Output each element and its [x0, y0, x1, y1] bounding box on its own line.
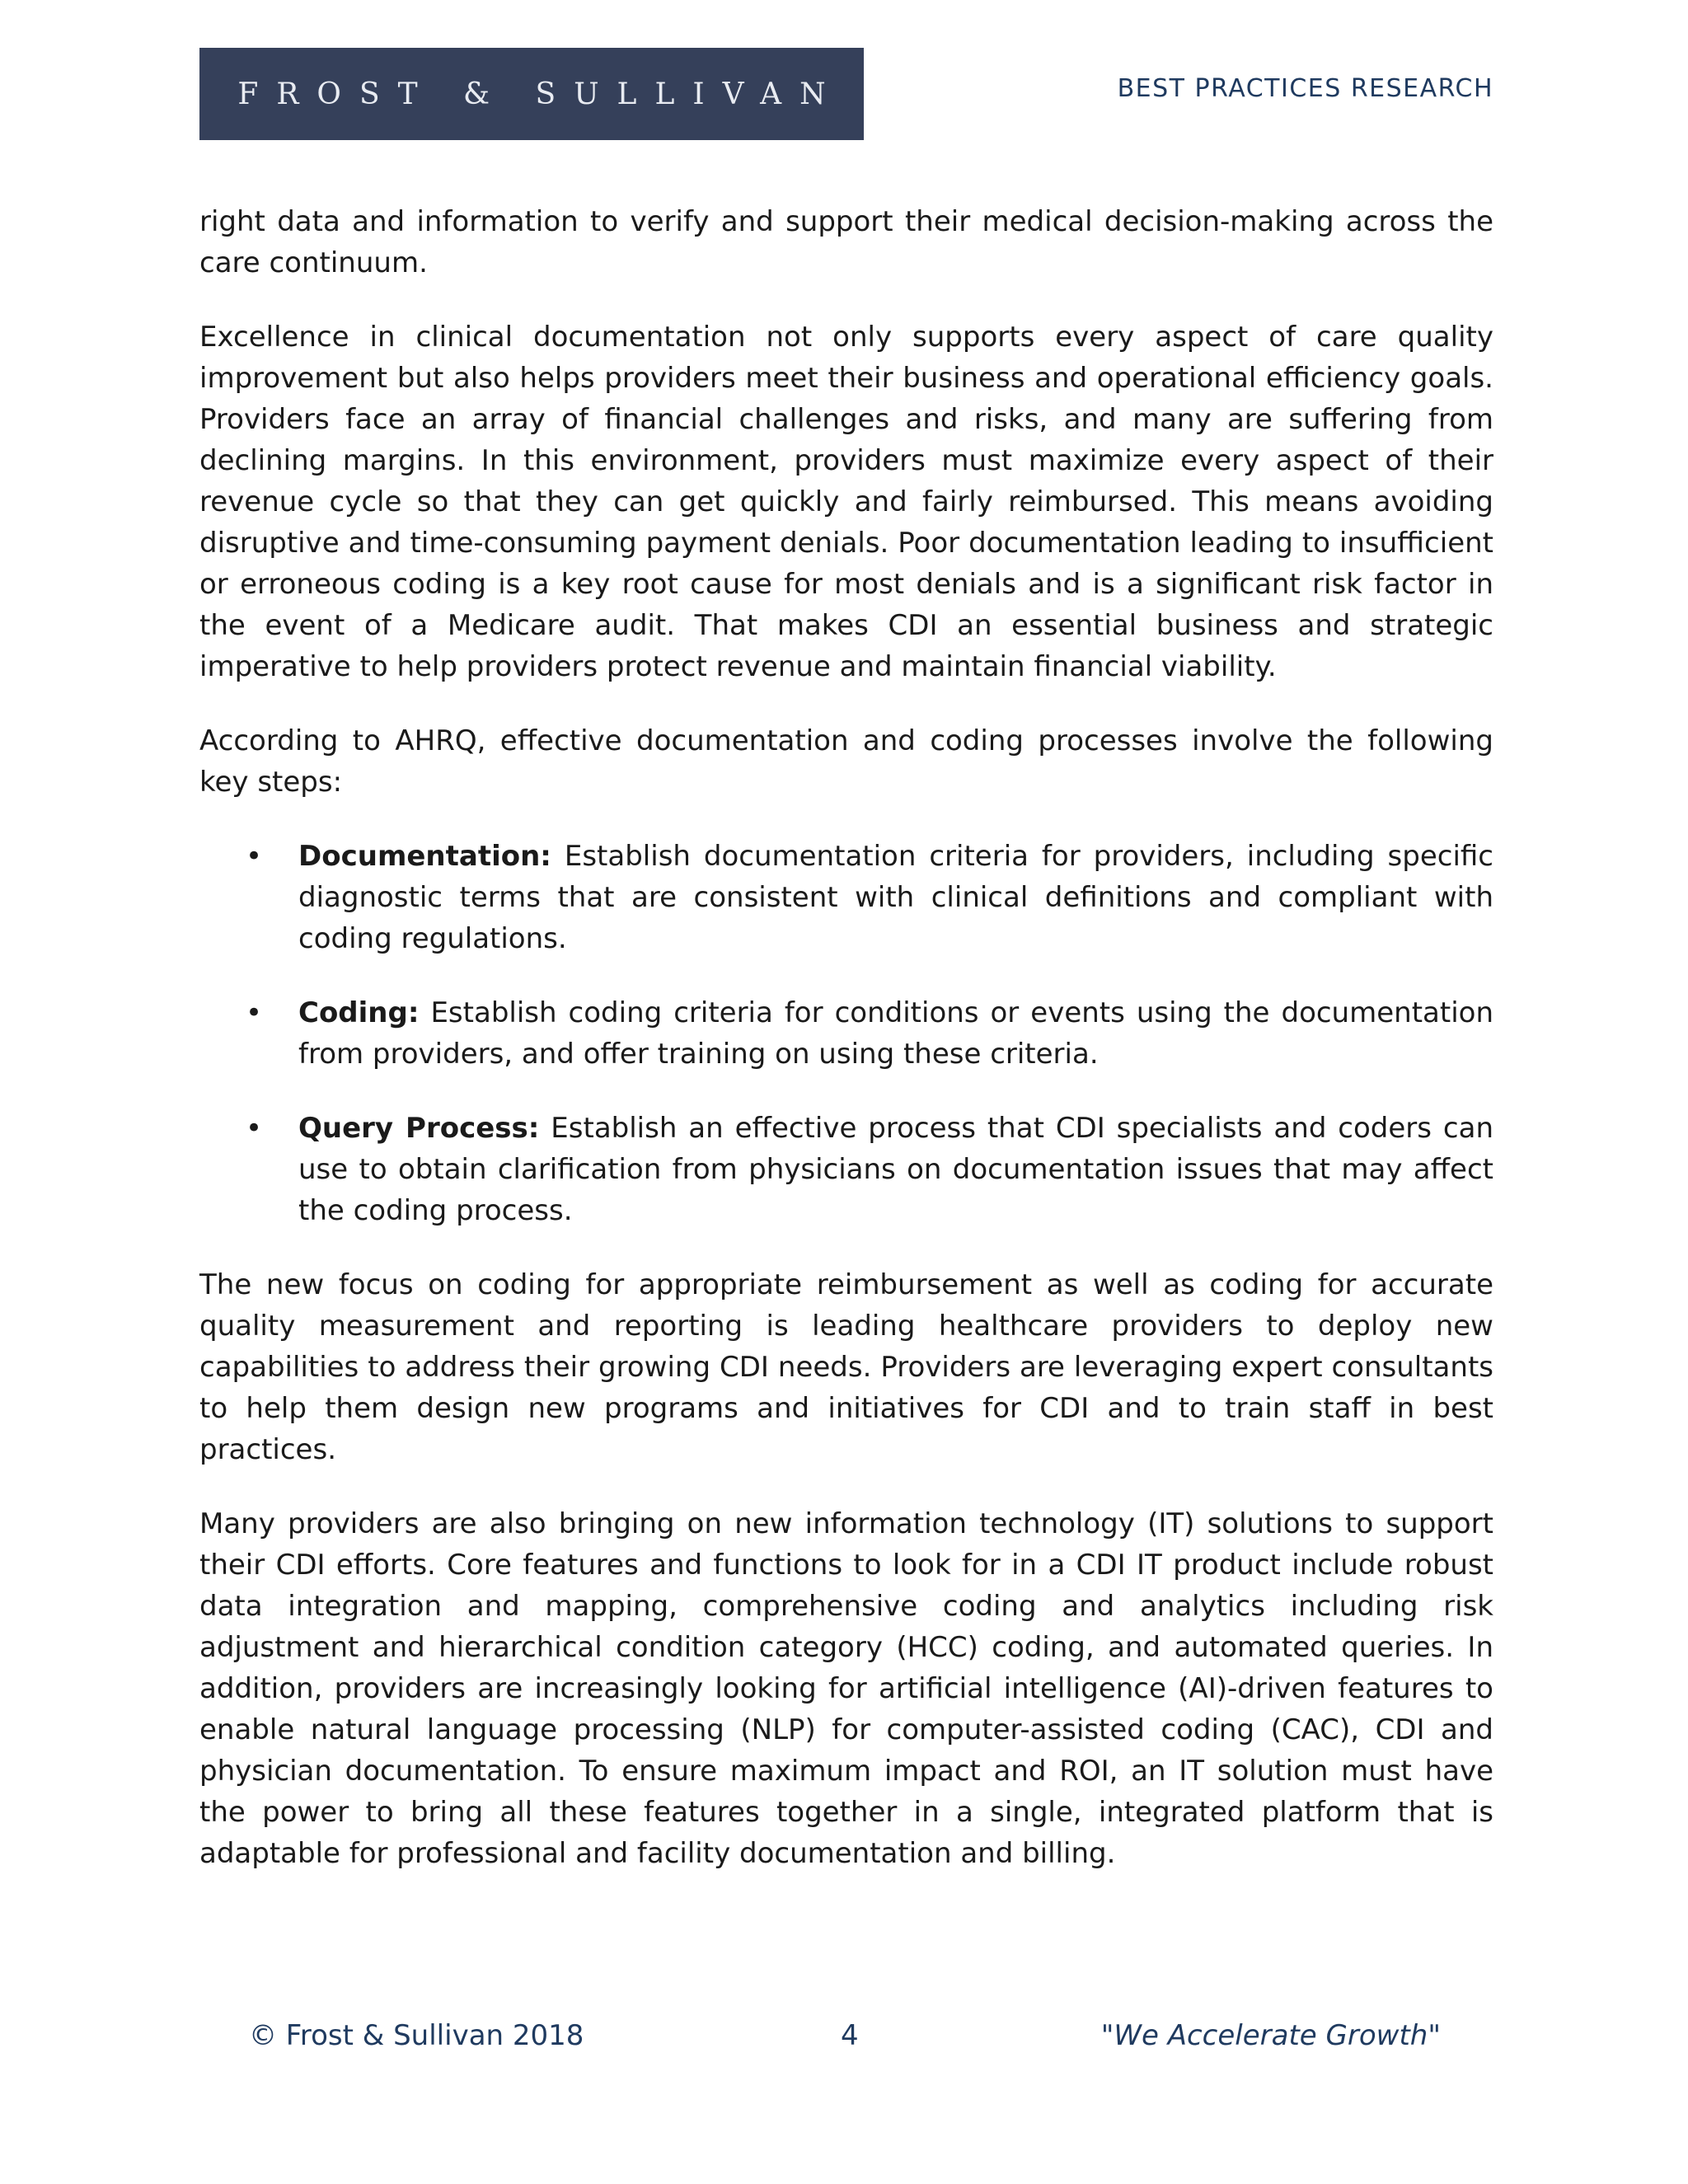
bullet-icon: • [246, 840, 263, 873]
bullet-icon: • [246, 996, 263, 1029]
page-number: 4 [841, 2019, 859, 2052]
list-item-term: Documentation: [298, 840, 551, 873]
section-label: BEST PRACTICES RESEARCH [1117, 74, 1493, 103]
list-item-documentation [199, 836, 1493, 959]
copyright-text: © Frost & Sullivan 2018 [249, 2019, 584, 2052]
list-item-term: Query Process: [298, 1112, 540, 1145]
list-item-term: Coding: [298, 996, 420, 1029]
slogan-quote-close: " [1428, 2019, 1441, 2052]
list-item-coding [199, 992, 1493, 1075]
paragraph-4: The new focus on coding for appropriate reimbursement as well as coding for accurate quality measurement and reporting is leading healthcare providers to deploy new capabilities to address their growing CDI needs. Providers are leveraging expert consultants to help them design new programs and initiatives for CDI and to train staff in best practices. [199, 1268, 1493, 1466]
list-item-query-process [199, 1108, 1493, 1231]
bullet-icon: • [246, 1112, 263, 1145]
logo-text: FROST & SULLIVAN [237, 77, 844, 111]
list-item-text: Establish an effective process that CDI specialists and coders can use to obtain clarification from physicians on documentation issues that may affect the coding process. [298, 1112, 1493, 1227]
paragraph-5: Many providers are also bringing on new information technology (IT) solutions to support their CDI efforts. Core features and functions to look for in a CDI IT product include robust data integration and mapping, comprehensive coding and analytics including risk adjustment and hierarchical condition category (HCC) coding, and automated queries. In addition, providers are increasingly looking for artificial intelligence (AI)-driven features to enable natural language processing (NLP) for computer-assisted coding (CAC), CDI and physician documentation. To ensure maximum impact and ROI, an IT solution must have the power to bring all these features together in a single, integrated platform that is adaptable for professional and facility documentation and billing. [199, 1507, 1493, 1870]
key-steps-list [199, 836, 1493, 1231]
slogan-text: We Accelerate Growth [1114, 2019, 1428, 2052]
list-item-text: Establish coding criteria for conditions or events using the documentation from providers, and offer training on using these criteria. [298, 996, 1493, 1071]
body-content [199, 201, 1493, 1907]
paragraph-1: right data and information to verify and support their medical decision-making across the care continuum. [199, 205, 1493, 279]
slogan-quote-open: " [1100, 2019, 1114, 2052]
paragraph-3: According to AHRQ, effective documentation and coding processes involve the following key steps: [199, 724, 1493, 799]
list-item-text: Establish documentation criteria for providers, including specific diagnostic terms that are consistent with clinical definitions and compliant with coding regulations. [298, 840, 1493, 955]
page-footer [0, 2019, 1688, 2060]
paragraph-2: Excellence in clinical documentation not only supports every aspect of care quality improvement but also helps providers meet their business and operational efficiency goals. Providers face an array of financial challenges and risks, and many are suffering from declining margins. In this environment, providers must maximize every aspect of their revenue cycle so that they can get quickly and fairly reimbursed. This means avoiding disruptive and time-consuming payment denials. Poor documentation leading to insufficient or erroneous coding is a key root cause for most denials and is a significant risk factor in the event of a Medicare audit. That makes CDI an essential business and strategic imperative to help providers protect revenue and maintain financial viability. [199, 321, 1493, 683]
footer-slogan [1101, 2019, 1441, 2052]
frost-sullivan-logo [199, 48, 864, 140]
